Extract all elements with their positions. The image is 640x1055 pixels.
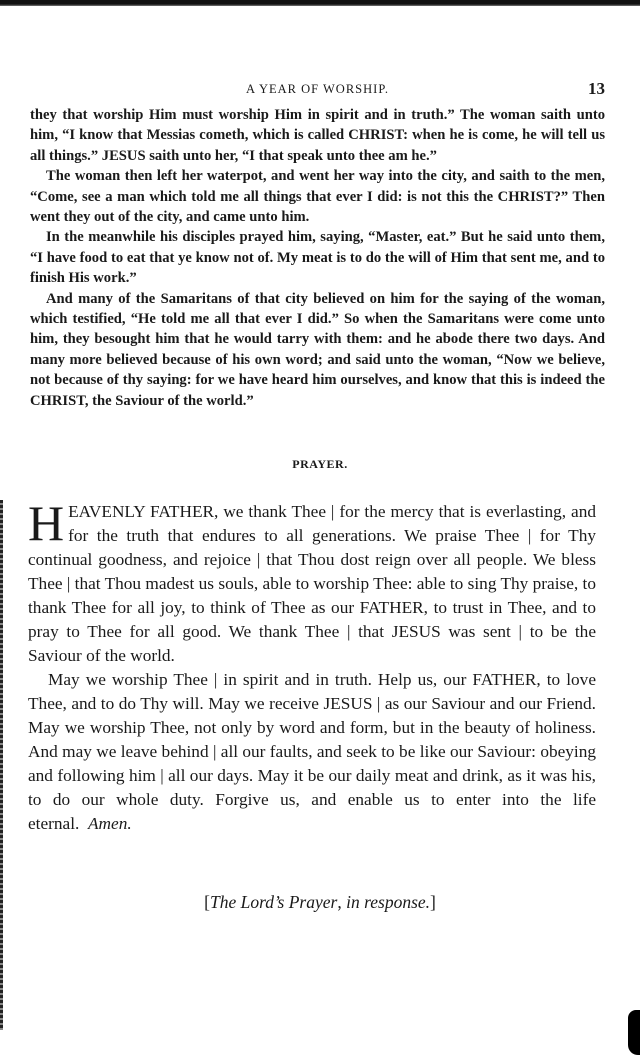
scan-left-edge [0, 500, 3, 1030]
drop-cap: H [28, 495, 65, 551]
scripture-paragraph: And many of the Samaritans of that city believed on him for the saying of the woman, which testified, “He told me all that ever I did.” So when the Samaritans were come unto him, they besought him that he would tarry with them: and he abode there two days. And many more believed because of his own word; and said unto the woman, “Now we believe, not because of thy saying: for we have heard him ourselves, and know that this is indeed the CHRIST, the Saviour of the world.” [30, 290, 605, 409]
prayer-paragraph [28, 495, 596, 668]
prayer-paragraph-body: May we worship Thee | in spirit and in truth. Help us, our FATHER, to love Thee, and to do Thy will. May we receive JESUS | as our Saviour and our Friend. May we worship Thee, not only by word and form, but in the beauty of holiness. And may we leave behind | all our faults, and seek to be like our Saviour: obeying and following him | all our days. May it be our daily meat and drink, as it was his, to do our whole duty. Forgive us, and enable us to enter into the life eternal. [28, 670, 596, 833]
page-number: 13 [588, 79, 605, 98]
scripture-passage [30, 105, 605, 411]
close-bracket: ] [430, 892, 436, 912]
scripture-paragraph: In the meanwhile his disciples prayed him, saying, “Master, eat.” But he said unto them, “I have food to eat that ye know not of. My meat is to do the will of Him that sent me, and to finish His work.” [30, 229, 605, 287]
open-bracket: [ [204, 892, 210, 912]
prayer-heading: PRAYER. [292, 457, 348, 471]
scan-top-border [0, 0, 640, 6]
running-head [30, 79, 605, 102]
running-title: A YEAR OF WORSHIP. [245, 82, 390, 96]
rubric-tail: in response. [346, 892, 431, 912]
rubric-separator: , [337, 892, 347, 912]
scripture-paragraph: The woman then left her waterpot, and went her way into the city, and saith to the men, “Come, see a man which told me all things that ever I did: is not this the CHRIST?” Then went they out of the city, and came unto him. [30, 168, 605, 226]
prayer-text [28, 495, 596, 836]
prayer-opening-words: EAVENLY FATHER, [68, 502, 219, 521]
prayer-paragraph [28, 668, 596, 836]
rubric-title: The Lord’s Prayer [209, 892, 338, 912]
scan-corner-mark [628, 1010, 640, 1055]
prayer-closing: Amen. [87, 814, 132, 833]
prayer-paragraph-body: we thank Thee | for the mercy that is everlasting, and for the truth that endures to all generations. We praise Thee | for Thy continual goodness, and rejoice | that Thou dost reign over all people. We bless Thee | that Thou madest us souls, able to worship Thee: able to sing Thy praise, to thank Thee for all joy, to think of Thee as our FATHER, to trust in Thee, and to pray to Thee for all good. We thank Thee | that JESUS was sent | to be the Saviour of the world. [28, 502, 596, 665]
scripture-paragraph: they that worship Him must worship Him in spirit and in truth.” The woman saith unto him, “I know that Messias cometh, which is called CHRIST: when he is come, he will tell us all things.” JESUS saith unto her, “I that speak unto thee am he.” [30, 107, 605, 164]
rubric-note [0, 892, 640, 913]
